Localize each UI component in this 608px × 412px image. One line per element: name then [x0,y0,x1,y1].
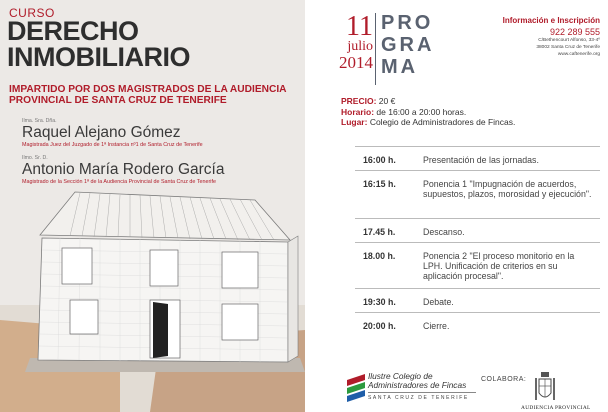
logo-divider [368,392,476,393]
schedule-time: 17.45 h. [363,227,396,237]
schedule-text: Cierre. [423,321,450,331]
schedule-text: Ponencia 1 "Impugnación de acuerdos, supuestos, plazos, morosidad y ejecución". [423,179,592,200]
detail-place-value: Colegio de Administradores de Fincas. [367,117,516,127]
schedule-row [355,312,600,336]
speaker-1-desc: Magistrada Juez del Juzgado de 1ª Instancia nº1 de Santa Cruz de Tenerife [22,142,203,148]
schedule-text: Debate. [423,297,454,307]
coat-of-arms-icon [533,371,557,403]
speaker-2-desc: Magistrado de la Sección 1ª de la Audiencia Provincial de Santa Cruz de Tenerife [22,179,216,185]
audiencia-label: AUDIENCIA PROVINCIAL [521,405,591,411]
title-line-2: INMOBILIARIO [7,42,190,72]
schedule-time: 19:30 h. [363,297,396,307]
schedule-row [355,242,600,288]
schedule-row [355,288,600,312]
logo-text-line-2: Administradores de Fincas [368,380,467,390]
subtitle-line-2: PROVINCIAL DE SANTA CRUZ DE TENERIFE [9,95,227,106]
date-day: 11 [346,11,373,42]
detail-place-label: Lugar: [341,117,368,127]
course-label: CURSO [9,6,55,20]
contact-info [503,16,600,58]
title-divider [375,13,376,85]
schedule-time: 16:00 h. [363,155,396,165]
schedule-row [355,170,600,218]
schedule-row [355,146,600,170]
schedule-time: 20:00 h. [363,321,396,331]
colabora-label: COLABORA: [481,376,527,383]
speaker-1-role: Ilma. Sra. Dña. [22,118,57,124]
programa-line-2: GRA [381,34,435,56]
info-title: Información e Inscripción [502,16,600,25]
paper-house-illustration [0,180,305,412]
detail-schedule-label: Horario: [341,106,375,117]
date-year: 2014 [339,53,373,72]
logo-text-line-3: SANTA CRUZ DE TENERIFE [368,395,469,401]
detail-price [341,96,515,107]
schedule-time: 18.00 h. [363,251,396,261]
date-month: julio [347,39,373,54]
subtitle-line-1: IMPARTIDO POR DOS MAGISTRADOS DE LA AUDIENCIA [9,84,287,95]
footer-logos [305,348,608,412]
speaker-1-name: Raquel Alejano Gómez [22,124,181,141]
schedule-row [355,218,600,242]
title-line-1: DERECHO [7,16,139,46]
speaker-2-role: Ilmo. Sr. D. [22,155,48,161]
detail-price-label: PRECIO: [341,96,377,106]
course-subtitle [9,84,304,106]
programa-heading [381,12,434,78]
course-title [7,18,190,70]
detail-schedule [341,107,515,118]
programa-line-3: MA [381,56,419,78]
logo-text-line-1: Ilustre Colegio de [368,371,433,381]
detail-schedule-value: de 16:00 a 20:00 horas. [374,106,467,117]
schedule-text: Presentación de las jornadas. [423,155,539,165]
event-date [333,11,373,72]
info-address-1: C/Bethencourt Alfonso, 33-4º [538,38,600,43]
schedule-text: Descanso. [423,227,465,237]
right-panel [305,0,608,412]
speaker-2-name: Antonio María Rodero García [22,161,225,178]
info-web: www.caftenerife.org [557,52,600,57]
info-phone: 922 289 555 [549,27,600,37]
event-details [341,96,515,128]
schedule-text: Ponencia 2 "El proceso monitorio en la LPH. Unificación de criterios en su aplicación procesal". [423,251,575,282]
detail-place [341,117,515,128]
programa-line-1: PRO [381,12,434,34]
colegio-logo-icon [345,370,367,404]
info-address-2: 38002 Santa Cruz de Tenerife [536,45,600,50]
detail-price-value: 20 € [376,96,396,106]
schedule-time: 16:15 h. [363,179,396,189]
